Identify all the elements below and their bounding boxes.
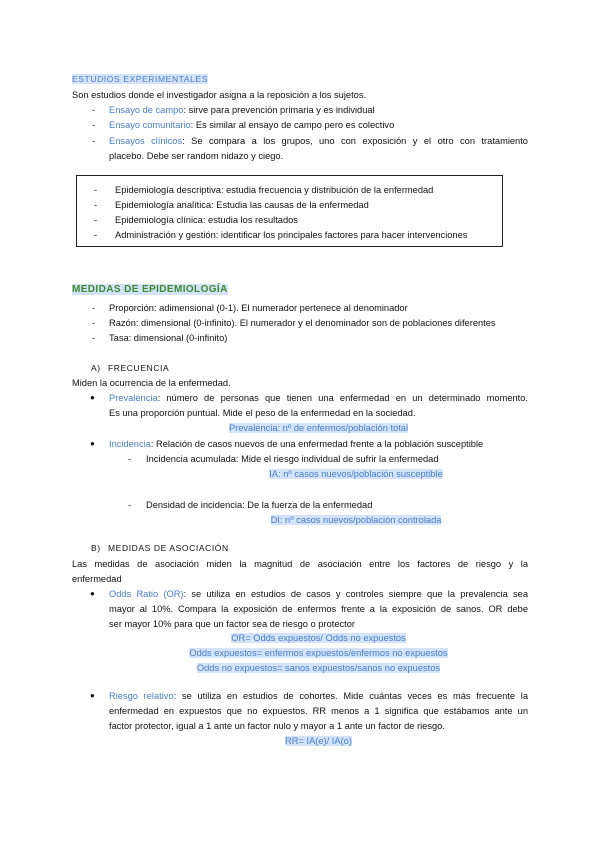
round-bullet: ● (90, 589, 95, 598)
ia-formula: IA: nº casos nuevos/población susceptible (269, 469, 443, 479)
medidas-item-3: Tasa: dimensional (0-infinito) (109, 333, 228, 343)
odds-line (109, 586, 528, 602)
box-item-1: Epidemiología descriptiva: estudia frecuencia y distribución de la enfermedad (115, 185, 434, 195)
dash-bullet: - (92, 333, 96, 343)
di-formula: DI: nº casos nuevos/población controlada (270, 515, 442, 525)
odds-text: : se utiliza en estudios de casos y controles siempre que la prevalencia sea (183, 589, 528, 599)
round-bullet: ● (90, 439, 95, 448)
odds-noexp-formula-row (109, 660, 528, 676)
odds-exp-formula-row (109, 645, 528, 661)
frecuencia-title: FRECUENCIA (108, 363, 170, 373)
prevalencia-line (109, 390, 528, 406)
box-item-3: Epidemiología clínica: estudia los resultados (115, 215, 298, 225)
experimental-title: ESTUDIOS EXPERIMENTALES (72, 74, 208, 84)
frecuencia-label: A) (91, 363, 101, 373)
or-formula-row (109, 630, 528, 646)
di-formula-row (146, 512, 566, 528)
rr-formula-row (109, 733, 528, 749)
item-text: : sirve para prevención primaria y es individual (183, 105, 375, 115)
asociacion-intro-cont: enfermedad (72, 574, 122, 584)
dash-bullet: - (128, 500, 132, 510)
dash-bullet: - (94, 200, 98, 210)
experimental-intro: Son estudios donde el investigador asigna a la reposición a los sujetos. (72, 90, 367, 100)
round-bullet: ● (90, 691, 95, 700)
rr-text: : se utiliza en estudios de cohortes. Mide cuántas veces es más frecuente la (173, 691, 528, 701)
experimental-item-1 (109, 102, 375, 118)
dash-bullet: - (92, 318, 96, 328)
rr-cont-1: enfermedad en expuestos que no expuestos. RR menos a 1 significa que estábamos ante un (109, 706, 528, 716)
prevalencia-term: Prevalencia (109, 393, 158, 403)
dash-bullet: - (94, 215, 98, 225)
experimental-item-2 (109, 117, 394, 133)
prevalencia-text: : número de personas que tienen una enfermedad en un determinado momento. (157, 393, 528, 403)
asociacion-label: B) (91, 543, 101, 553)
experimental-item-3-cont: placebo. Debe ser random nidazo y ciego. (109, 151, 284, 161)
item-text: : Es similar al ensayo de campo pero es colectivo (190, 120, 395, 130)
odds-noexp-formula: Odds no expuestos= sanos expuestos/sanos no expuestos (196, 663, 441, 673)
prevalencia-cont: Es una proporción puntual. Mide el peso de la enfermedad en la sociedad. (109, 408, 416, 418)
item-term: Ensayo comunitario (109, 120, 191, 130)
round-bullet: ● (90, 393, 95, 402)
odds-exp-formula: Odds expuestos= enfermos expuestos/enfermos no expuestos (189, 648, 448, 658)
medidas-item-2: Razón: dimensional (0-infinito). El numerador y el denominador son de poblaciones diferentes (109, 318, 496, 328)
dash-bullet: - (92, 136, 96, 146)
odds-cont-2: ser mayor 10% para que un factor sea de riesgo o protector (109, 619, 355, 629)
odds-term: Odds Ratio (OR) (109, 589, 184, 599)
dash-bullet: - (94, 230, 98, 240)
item-term: Ensayos clínicos (109, 136, 183, 146)
frecuencia-intro: Miden la ocurrencia de la enfermedad. (72, 378, 231, 388)
prevalencia-formula-row (109, 420, 528, 436)
asociacion-intro: Las medidas de asociación miden la magnitud de asociación entre los factores de riesgo y la (72, 559, 528, 569)
prevalencia-formula: Prevalencia: nº de enfermos/población total (228, 423, 409, 433)
incidencia-acumulada: Incidencia acumulada: Mide el riesgo individual de sufrir la enfermedad (146, 454, 439, 464)
section-title-medidas (72, 282, 228, 298)
medidas-title: MEDIDAS DE EPIDEMIOLOGÍA (72, 284, 228, 295)
section-title-experimental (72, 71, 208, 87)
item-term: Ensayo de campo (109, 105, 184, 115)
experimental-item-3 (109, 133, 528, 149)
dash-bullet: - (128, 454, 132, 464)
box-item-2: Epidemiología analítica: Estudia las causas de la enfermedad (115, 200, 369, 210)
box-item-4: Administración y gestión: identificar los principales factores para hacer intervenciones (115, 230, 468, 240)
incidencia-term: Incidencia (109, 439, 151, 449)
rr-formula: RR= IA(e)/ IA(o) (285, 736, 352, 746)
rr-term: Riesgo relativo (109, 691, 174, 701)
asociacion-title: MEDIDAS DE ASOCIACIÓN (108, 543, 229, 553)
dash-bullet: - (94, 185, 98, 195)
incidencia-line (109, 436, 483, 452)
dash-bullet: - (92, 303, 96, 313)
item-text: : Se compara a los grupos, uno con exposición y el otro con tratamiento (182, 136, 528, 146)
densidad-incidencia: Densidad de incidencia: De la fuerza de la enfermedad (146, 500, 373, 510)
medidas-item-1: Proporción: adimensional (0-1). El numerador pertenece al denominador (109, 303, 408, 313)
ia-formula-row (146, 466, 566, 482)
dash-bullet: - (92, 120, 96, 130)
or-formula: OR= Odds expuestos/ Odds no expuestos (231, 633, 406, 643)
dash-bullet: - (92, 105, 96, 115)
incidencia-text: : Relación de casos nuevos de una enfermedad frente a la población susceptible (150, 439, 484, 449)
rr-line (109, 688, 528, 704)
rr-cont-2: factor protector, igual a 1 ante un factor nulo y mayor a 1 ante un factor de riesgo. (109, 721, 445, 731)
odds-cont-1: mayor al 10%. Compara la exposición de enfermos frente a la exposición de sanos. OR debe (109, 604, 528, 614)
